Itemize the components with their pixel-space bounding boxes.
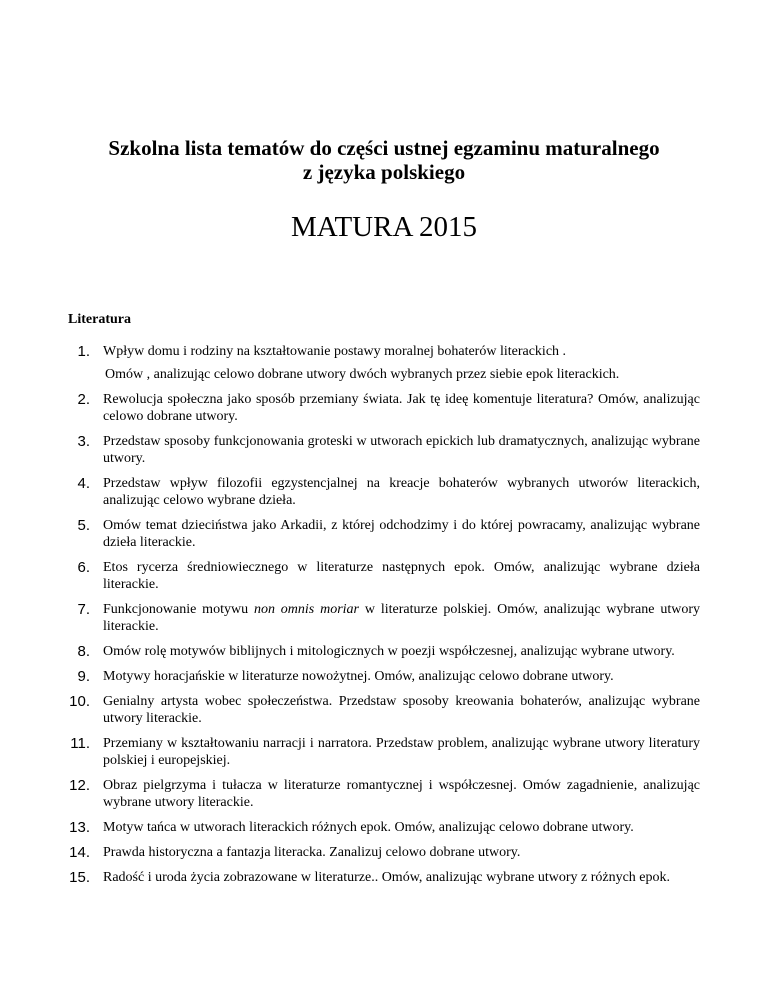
topic-item (0, 844, 768, 861)
topic-number: 15. (69, 869, 90, 886)
matura-heading: MATURA 2015 (290, 211, 478, 243)
topic-text: Genialny artysta wobec społeczeństwa. Przedstaw sposoby kreowania bohaterów, analizując wybrane utwory literackie. (103, 694, 700, 726)
topic-number: 10. (69, 693, 90, 710)
section-heading-literatura: Literatura (68, 312, 131, 327)
topic-text: Przedstaw sposoby funkcjonowania groteski w utworach epickich lub dramatycznych, analizując wybrane utwory. (103, 434, 700, 466)
topic-number: 6. (77, 559, 90, 576)
topic-text: Wpływ domu i rodziny na kształtowanie postawy moralnej bohaterów literackich . (103, 344, 567, 359)
topic-text: Omów temat dzieciństwa jako Arkadii, z której odchodzimy i do której powracamy, analizując wybrane dzieła literackie. (103, 518, 700, 550)
topic-number: 1. (77, 343, 90, 360)
topic-item (0, 693, 768, 727)
title-line-1: Szkolna lista tematów do części ustnej egzaminu maturalnego (108, 136, 660, 160)
topic-text: Rewolucja społeczna jako sposób przemiany świata. Jak tę ideę komentuje literatura? Omów, analizując celowo dobrane utwory. (103, 392, 700, 424)
topic-number: 14. (69, 844, 90, 861)
topic-item (0, 668, 768, 685)
topic-item (0, 391, 768, 425)
topic-text: Omów rolę motywów biblijnych i mitologicznych w poezji współczesnej, analizując wybrane utwory. (103, 644, 675, 659)
topic-number: 12. (69, 777, 90, 794)
topic-item (0, 869, 768, 886)
topic-text (103, 601, 700, 635)
topic-text-italic-phrase: non omnis moriar (253, 602, 359, 617)
topic-text: Przedstaw wpływ filozofii egzystencjalnej na kreacje bohaterów wybranych utworów literackich, analizując celowo wybrane dzieła. (103, 476, 700, 508)
topic-number: 2. (77, 391, 90, 408)
topic-item (0, 433, 768, 467)
topic-number: 3. (77, 433, 90, 450)
topic-text: Motyw tańca w utworach literackich różnych epok. Omów, analizując celowo dobrane utwory. (103, 820, 634, 835)
topic-text: Obraz pielgrzyma i tułacza w literaturze romantycznej i współczesnej. Omów zagadnienie, analizując wybrane utwory literackie. (103, 778, 700, 810)
topic-subtext: Omów , analizując celowo dobrane utwory dwóch wybranych przez siebie epok literackich. (105, 367, 620, 382)
topic-number: 4. (77, 475, 90, 492)
topic-text: Prawda historyczna a fantazja literacka. Zanalizuj celowo dobrane utwory. (103, 845, 521, 860)
topic-text-before: Funkcjonowanie motywu (103, 602, 254, 617)
topic-text: Motywy horacjańskie w literaturze nowożytnej. Omów, analizując celowo dobrane utwory. (103, 669, 614, 684)
title-line-2: z języka polskiego (302, 160, 466, 184)
topic-text: Radość i uroda życia zobrazowane w literaturze.. Omów, analizując wybrane utwory z różnych epok. (103, 870, 671, 885)
topic-item (0, 559, 768, 593)
topic-item (0, 819, 768, 836)
topic-item (0, 777, 768, 811)
topic-number: 9. (77, 668, 90, 685)
topic-list (0, 343, 768, 894)
topic-text: Etos rycerza średniowiecznego w literaturze następnych epok. Omów, analizując wybrane dzieła literackie. (103, 560, 700, 592)
topic-number: 13. (69, 819, 90, 836)
topic-text-after: w literaturze polskiej. Omów, analizując wybrane utwory literackie. (103, 602, 700, 634)
topic-number: 7. (77, 601, 90, 618)
topic-text: Przemiany w kształtowaniu narracji i narratora. Przedstaw problem, analizując wybrane utwory literatury polskiej i europejskiej. (103, 736, 700, 768)
topic-item (0, 517, 768, 551)
topic-item (0, 601, 768, 635)
topic-number: 11. (70, 735, 90, 752)
topic-item (0, 643, 768, 660)
document-title (0, 136, 768, 184)
topic-number: 8. (77, 643, 90, 660)
topic-item (0, 343, 768, 383)
topic-item (0, 475, 768, 509)
topic-number: 5. (77, 517, 90, 534)
topic-item (0, 735, 768, 769)
